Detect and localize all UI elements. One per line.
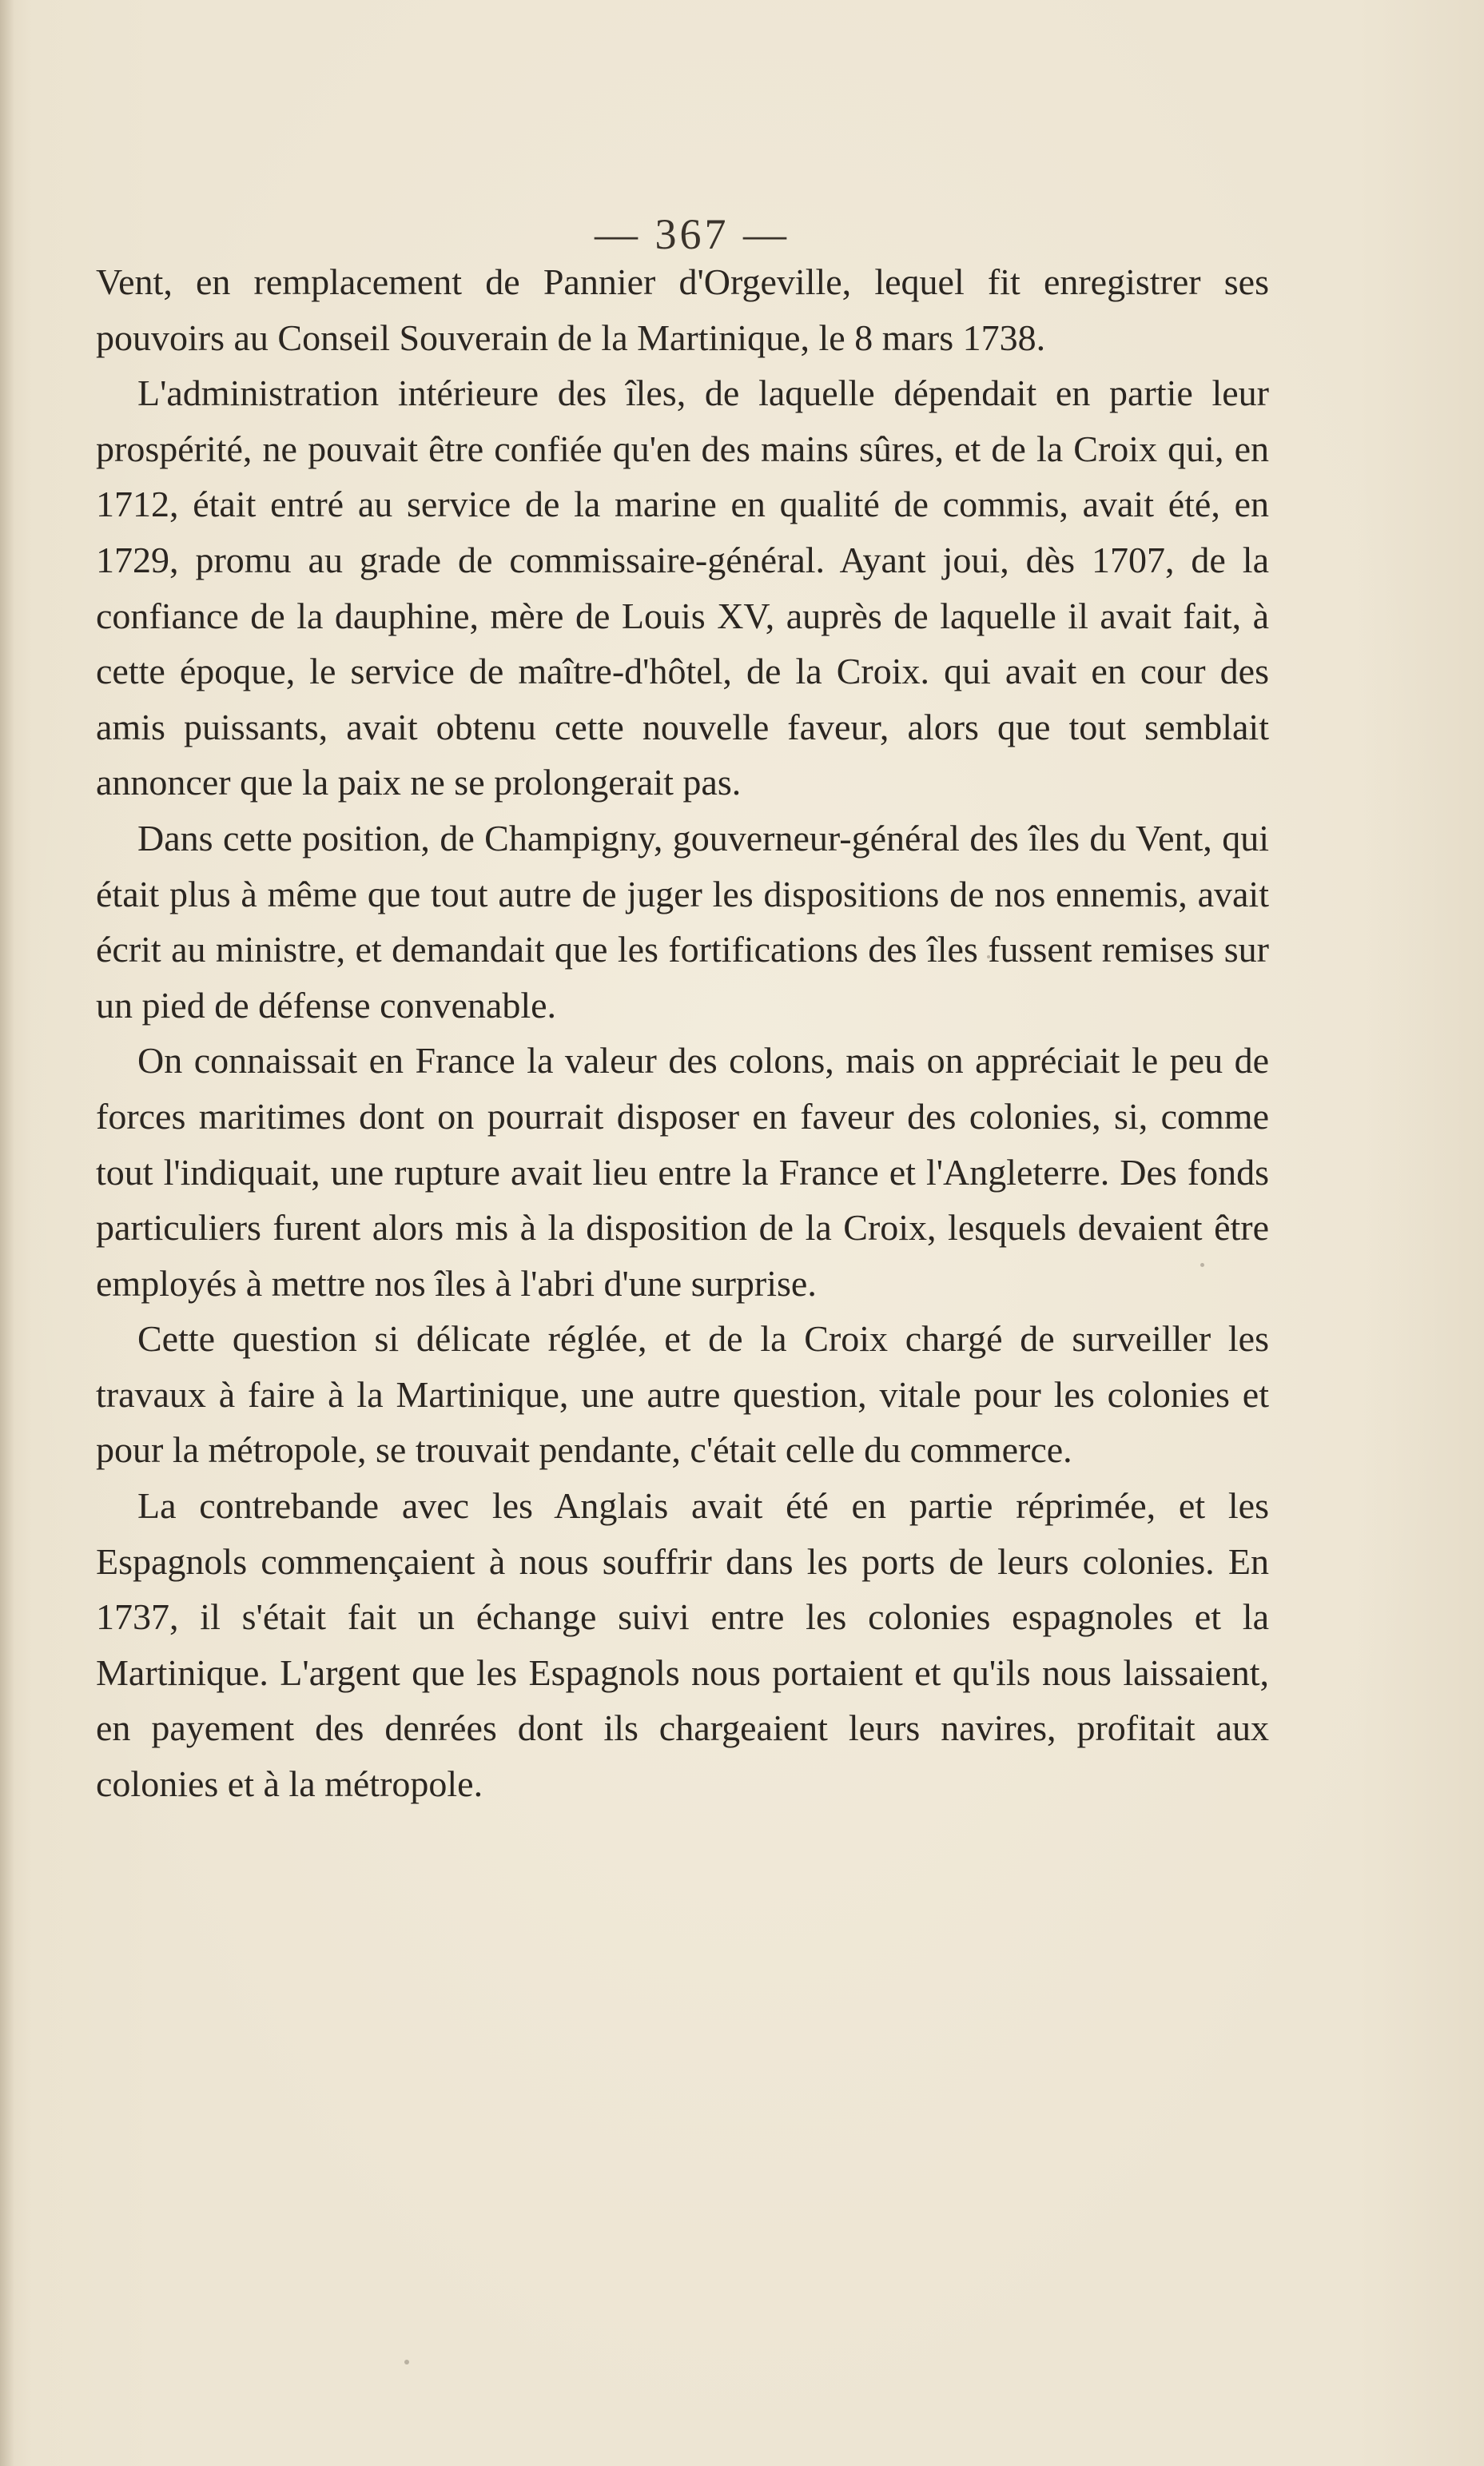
paper-speck (404, 2360, 409, 2364)
binding-gutter (0, 0, 14, 2466)
body-text (96, 254, 1269, 1812)
paragraph-6: La contrebande avec les Anglais avait été en partie réprimée, et les Espagnols commençaient à nous souffrir dans les ports de leurs colonies. En 1737, il s'était fait un échange suivi entre les colonies espagnoles et la Martinique. L'argent que les Espagnols nous portaient et qu'ils nous laissaient, en payement des denrées dont ils chargeaient leurs navires, profitait aux colonies et à la métropole. (96, 1485, 1269, 1805)
paragraph-1: Vent, en remplacement de Pannier d'Orgeville, lequel fit enregistrer ses pouvoirs au Conseil Souverain de la Martinique, le 8 mars 1738. (96, 261, 1269, 358)
page-number: — 367 — (595, 210, 790, 258)
paragraph-2: L'administration intérieure des îles, de laquelle dépendait en partie leur prospérité, ne pouvait être confiée qu'en des mains sûres, et de la Croix qui, en 1712, était entré au service de la marine en qualité de commis, avait été, en 1729, promu au grade de commissaire-général. Ayant joui, dès 1707, de la confiance de la dauphine, mère de Louis XV, auprès de laquelle il avait fait, à cette époque, le service de maître-d'hôtel, de la Croix. qui avait en cour des amis puissants, avait obtenu cette nouvelle faveur, alors que tout semblait annoncer que la paix ne se prolongerait pas. (96, 372, 1269, 803)
paragraph-5: Cette question si délicate réglée, et de la Croix chargé de surveiller les travaux à faire à la Martinique, une autre question, vitale pour les colonies et pour la métropole, se trouvait pendante, c'était celle du commerce. (96, 1318, 1269, 1471)
paragraph-4: On connaissait en France la valeur des colons, mais on appréciait le peu de forces maritimes dont on pourrait disposer en faveur des colonies, si, comme tout l'indiquait, une rupture avait lieu entre la France et l'Angleterre. Des fonds particuliers furent alors mis à la disposition de la Croix, lesquels devaient être employés à mettre nos îles à l'abri d'une surprise. (96, 1040, 1269, 1304)
paragraph-3: Dans cette position, de Champigny, gouverneur-général des îles du Vent, qui était plus à même que tout autre de juger les dispositions de nos ennemis, avait écrit au ministre, et demandait que les fortifications des îles fussent remises sur un pied de défense convenable. (96, 817, 1269, 1026)
paper-speck (1200, 1263, 1204, 1267)
paper-speck (987, 955, 990, 958)
